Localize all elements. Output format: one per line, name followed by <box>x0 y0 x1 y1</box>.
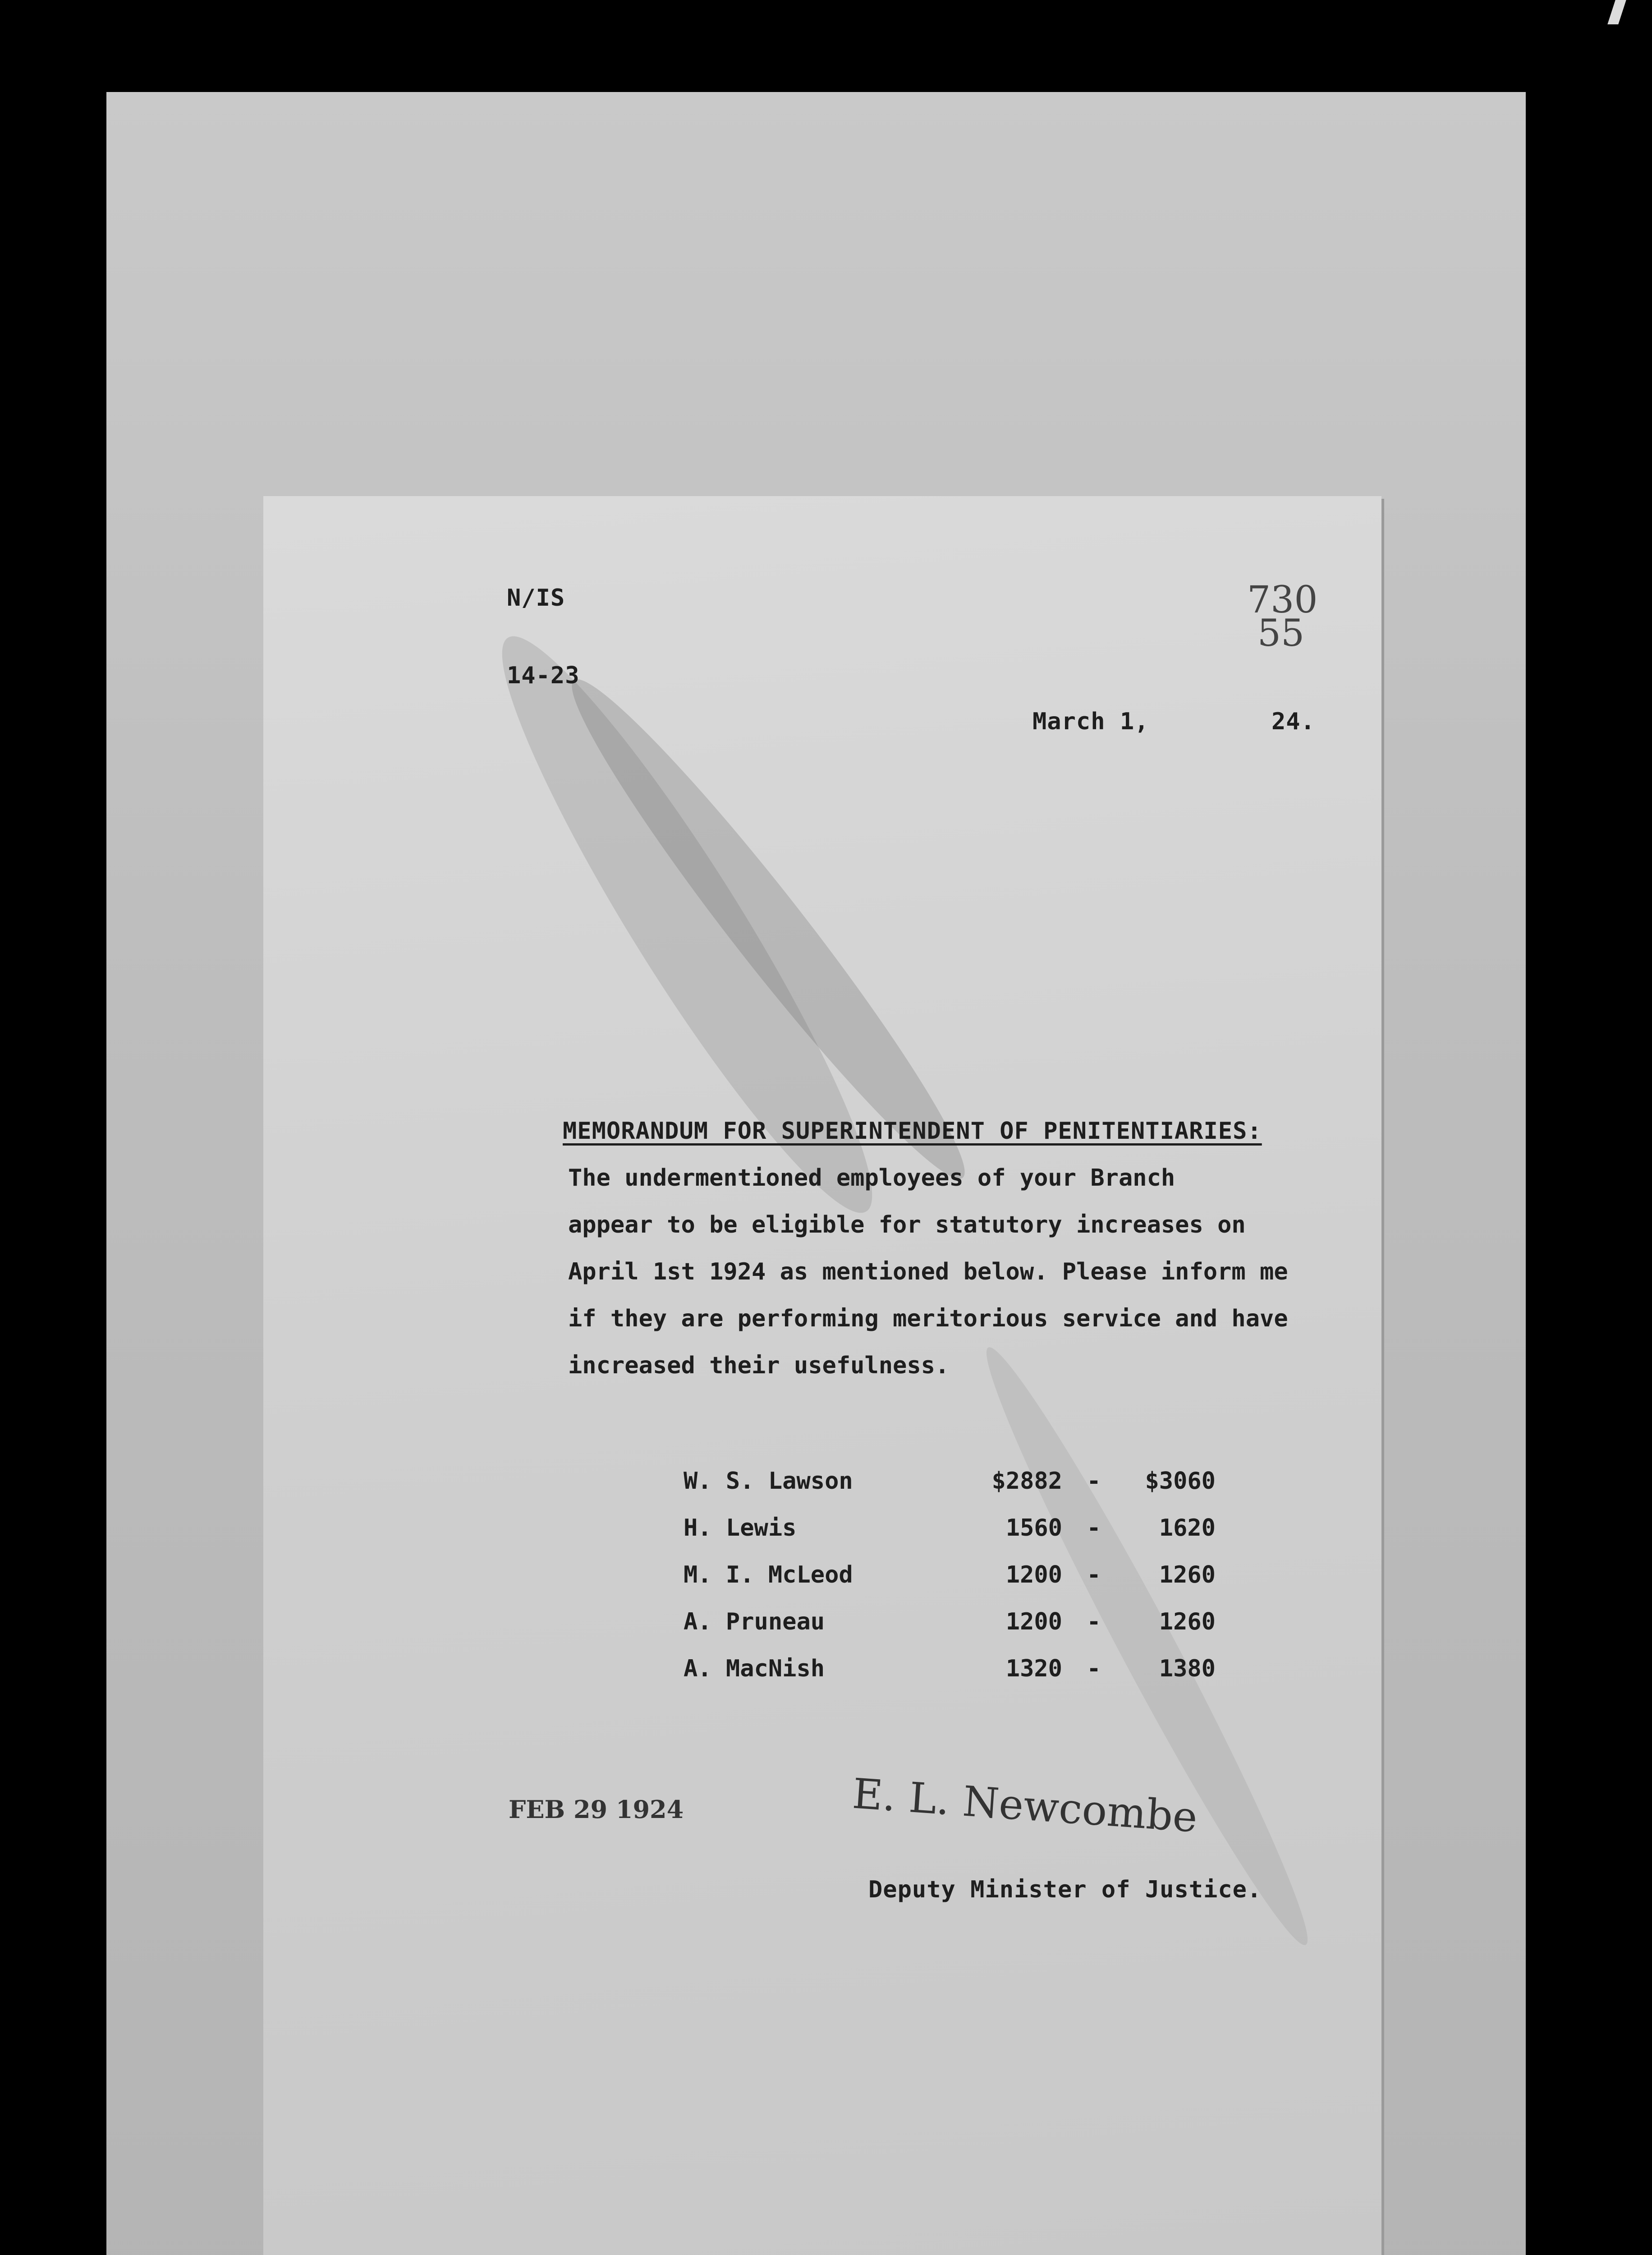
salary-from: $2882 <box>991 1468 1062 1495</box>
employee-name: M. I. McLeod <box>684 1561 853 1588</box>
salary-from: 1320 <box>1005 1655 1062 1682</box>
memo-heading: MEMORANDUM FOR SUPERINTENDENT OF PENITENTIARIES: <box>563 1118 1262 1145</box>
body-line: April 1st 1924 as mentioned below. Please inform me <box>568 1258 1288 1285</box>
salary-to: 1260 <box>1159 1561 1216 1588</box>
salary-dash: - <box>1087 1561 1101 1588</box>
employee-increase-table <box>684 1458 1216 1692</box>
signer-title: Deputy Minister of Justice. <box>868 1876 1262 1903</box>
salary-from: 1200 <box>1005 1561 1062 1588</box>
salary-dash: - <box>1087 1514 1101 1542</box>
archive-number: 730 <box>1247 579 1318 621</box>
body-line: The undermentioned employees of your Branch <box>568 1164 1175 1192</box>
salary-dash: - <box>1087 1655 1101 1682</box>
employee-name: W. S. Lawson <box>684 1468 853 1495</box>
employee-name: H. Lewis <box>684 1514 797 1542</box>
body-line: if they are performing meritorious service and have <box>568 1305 1288 1332</box>
received-date-stamp: FEB 29 1924 <box>509 1795 684 1824</box>
salary-dash: - <box>1087 1608 1101 1635</box>
body-line: appear to be eligible for statutory increases on <box>568 1211 1246 1238</box>
archive-subnumber: 55 <box>1257 612 1305 655</box>
archive-number-stamp <box>1247 579 1318 655</box>
salary-to: $3060 <box>1145 1468 1216 1495</box>
salary-to: 1380 <box>1159 1655 1216 1682</box>
body-line: increased their usefulness. <box>568 1352 950 1379</box>
film-edge-mark <box>1607 0 1626 24</box>
table-row <box>684 1458 1216 1505</box>
salary-dash: - <box>1087 1468 1101 1495</box>
salary-from: 1560 <box>1005 1514 1062 1542</box>
signature: E. L. Newcombe <box>851 1769 1199 1842</box>
table-row <box>684 1645 1216 1692</box>
memo-date: March 1, <box>1032 708 1149 735</box>
memo-body <box>307 1155 1389 1389</box>
table-row <box>684 1551 1216 1598</box>
file-number: 14-23 <box>507 662 580 689</box>
stain-smear <box>462 609 912 1240</box>
file-reference: N/IS <box>507 584 565 612</box>
employee-name: A. MacNish <box>684 1655 825 1682</box>
table-row <box>684 1505 1216 1551</box>
salary-to: 1620 <box>1159 1514 1216 1542</box>
table-row <box>684 1598 1216 1645</box>
salary-to: 1260 <box>1159 1608 1216 1635</box>
salary-from: 1200 <box>1005 1608 1062 1635</box>
employee-name: A. Pruneau <box>684 1608 825 1635</box>
memo-year: 24. <box>1271 708 1315 735</box>
